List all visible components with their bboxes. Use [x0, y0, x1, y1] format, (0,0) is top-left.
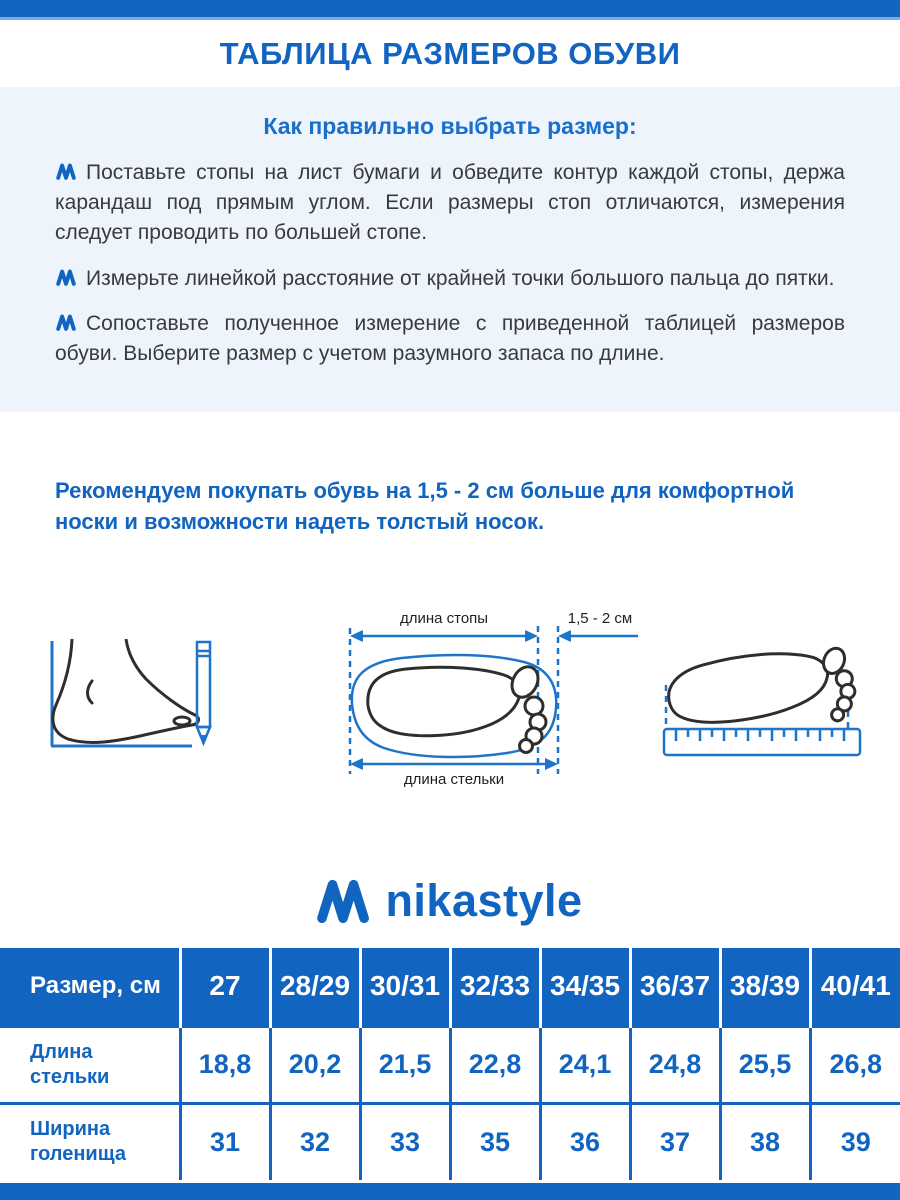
brand-name: nikastyle [385, 875, 583, 926]
size-column-38-39: 38/39 [720, 948, 810, 1026]
how-to-choose-panel [0, 87, 900, 412]
recommendation-text: Рекомендуем покупать обувь на 1,5 - 2 см больше для комфортной носки и возможности надеть толстый носок. [55, 478, 795, 535]
top-accent-bar [0, 0, 900, 20]
brand-n-logo-icon [317, 878, 371, 924]
shaft-width-value: 33 [360, 1103, 450, 1180]
shaft-width-value: 31 [180, 1103, 270, 1180]
foot-side-view-illustration [42, 639, 222, 754]
shaft-width-value: 35 [450, 1103, 540, 1180]
insole-length-value: 26,8 [810, 1026, 900, 1103]
shaft-width-value: 36 [540, 1103, 630, 1180]
shaft-width-row [0, 1103, 900, 1180]
size-column-28-29: 28/29 [270, 948, 360, 1026]
insole-length-label: длина стельки [403, 771, 505, 787]
shaft-width-value: 38 [720, 1103, 810, 1180]
size-column-32-33: 32/33 [450, 948, 540, 1026]
page-title: ТАБЛИЦА РАЗМЕРОВ ОБУВИ [219, 35, 681, 71]
foot-with-ruler-illustration [652, 637, 882, 762]
bottom-accent-bar [0, 1183, 900, 1200]
brand-n-bullet-icon [55, 310, 77, 327]
recommendation-section [0, 412, 900, 597]
insole-length-value: 24,8 [630, 1026, 720, 1103]
insole-length-value: 18,8 [180, 1026, 270, 1103]
insole-length-row [0, 1026, 900, 1103]
foot-length-label: длина стопы [399, 612, 489, 627]
brand-logo-area [0, 807, 900, 948]
instruction-item [55, 309, 845, 369]
size-column-30-31: 30/31 [360, 948, 450, 1026]
insole-length-row-label: Длина стельки [0, 1026, 180, 1103]
instruction-text: Поставьте стопы на лист бумаги и обведите контур каждой стопы, держа карандаш под прямым углом. Если размеры стоп отличаются, измерения следует проводить по большей стопе. [55, 161, 845, 245]
size-column-36-37: 36/37 [630, 948, 720, 1026]
insole-length-value: 24,1 [540, 1026, 630, 1103]
measurement-illustrations [0, 597, 900, 807]
shaft-width-value: 39 [810, 1103, 900, 1180]
insole-length-value: 20,2 [270, 1026, 360, 1103]
brand-n-bullet-icon [55, 265, 77, 282]
instruction-text: Сопоставьте полученное измерение с приведенной таблицей размеров обуви. Выберите размер с учетом разумного запаса по длине. [55, 311, 845, 366]
size-table [0, 948, 900, 1180]
brand-logo [317, 875, 582, 927]
size-column-27: 27 [180, 948, 270, 1026]
allowance-label: 1,5 - 2 см [567, 612, 633, 627]
size-column-40-41: 40/41 [810, 948, 900, 1026]
brand-n-bullet-icon [55, 159, 77, 176]
how-to-choose-heading: Как правильно выбрать размер: [263, 113, 637, 139]
size-column-34-35: 34/35 [540, 948, 630, 1026]
shaft-width-value: 37 [630, 1103, 720, 1180]
insole-length-value: 21,5 [360, 1026, 450, 1103]
size-header-cell: Размер, см [0, 948, 180, 1026]
insole-length-value: 22,8 [450, 1026, 540, 1103]
instruction-item [55, 158, 845, 249]
shaft-width-value: 32 [270, 1103, 360, 1180]
shaft-width-row-label: Ширина голенища [0, 1103, 180, 1180]
footprint-measurement-illustration [332, 612, 662, 787]
size-table-header-row [0, 948, 900, 1026]
instruction-item [55, 264, 845, 294]
insole-length-value: 25,5 [720, 1026, 810, 1103]
instruction-text: Измерьте линейкой расстояние от крайней точки большого пальца до пятки. [86, 266, 835, 290]
